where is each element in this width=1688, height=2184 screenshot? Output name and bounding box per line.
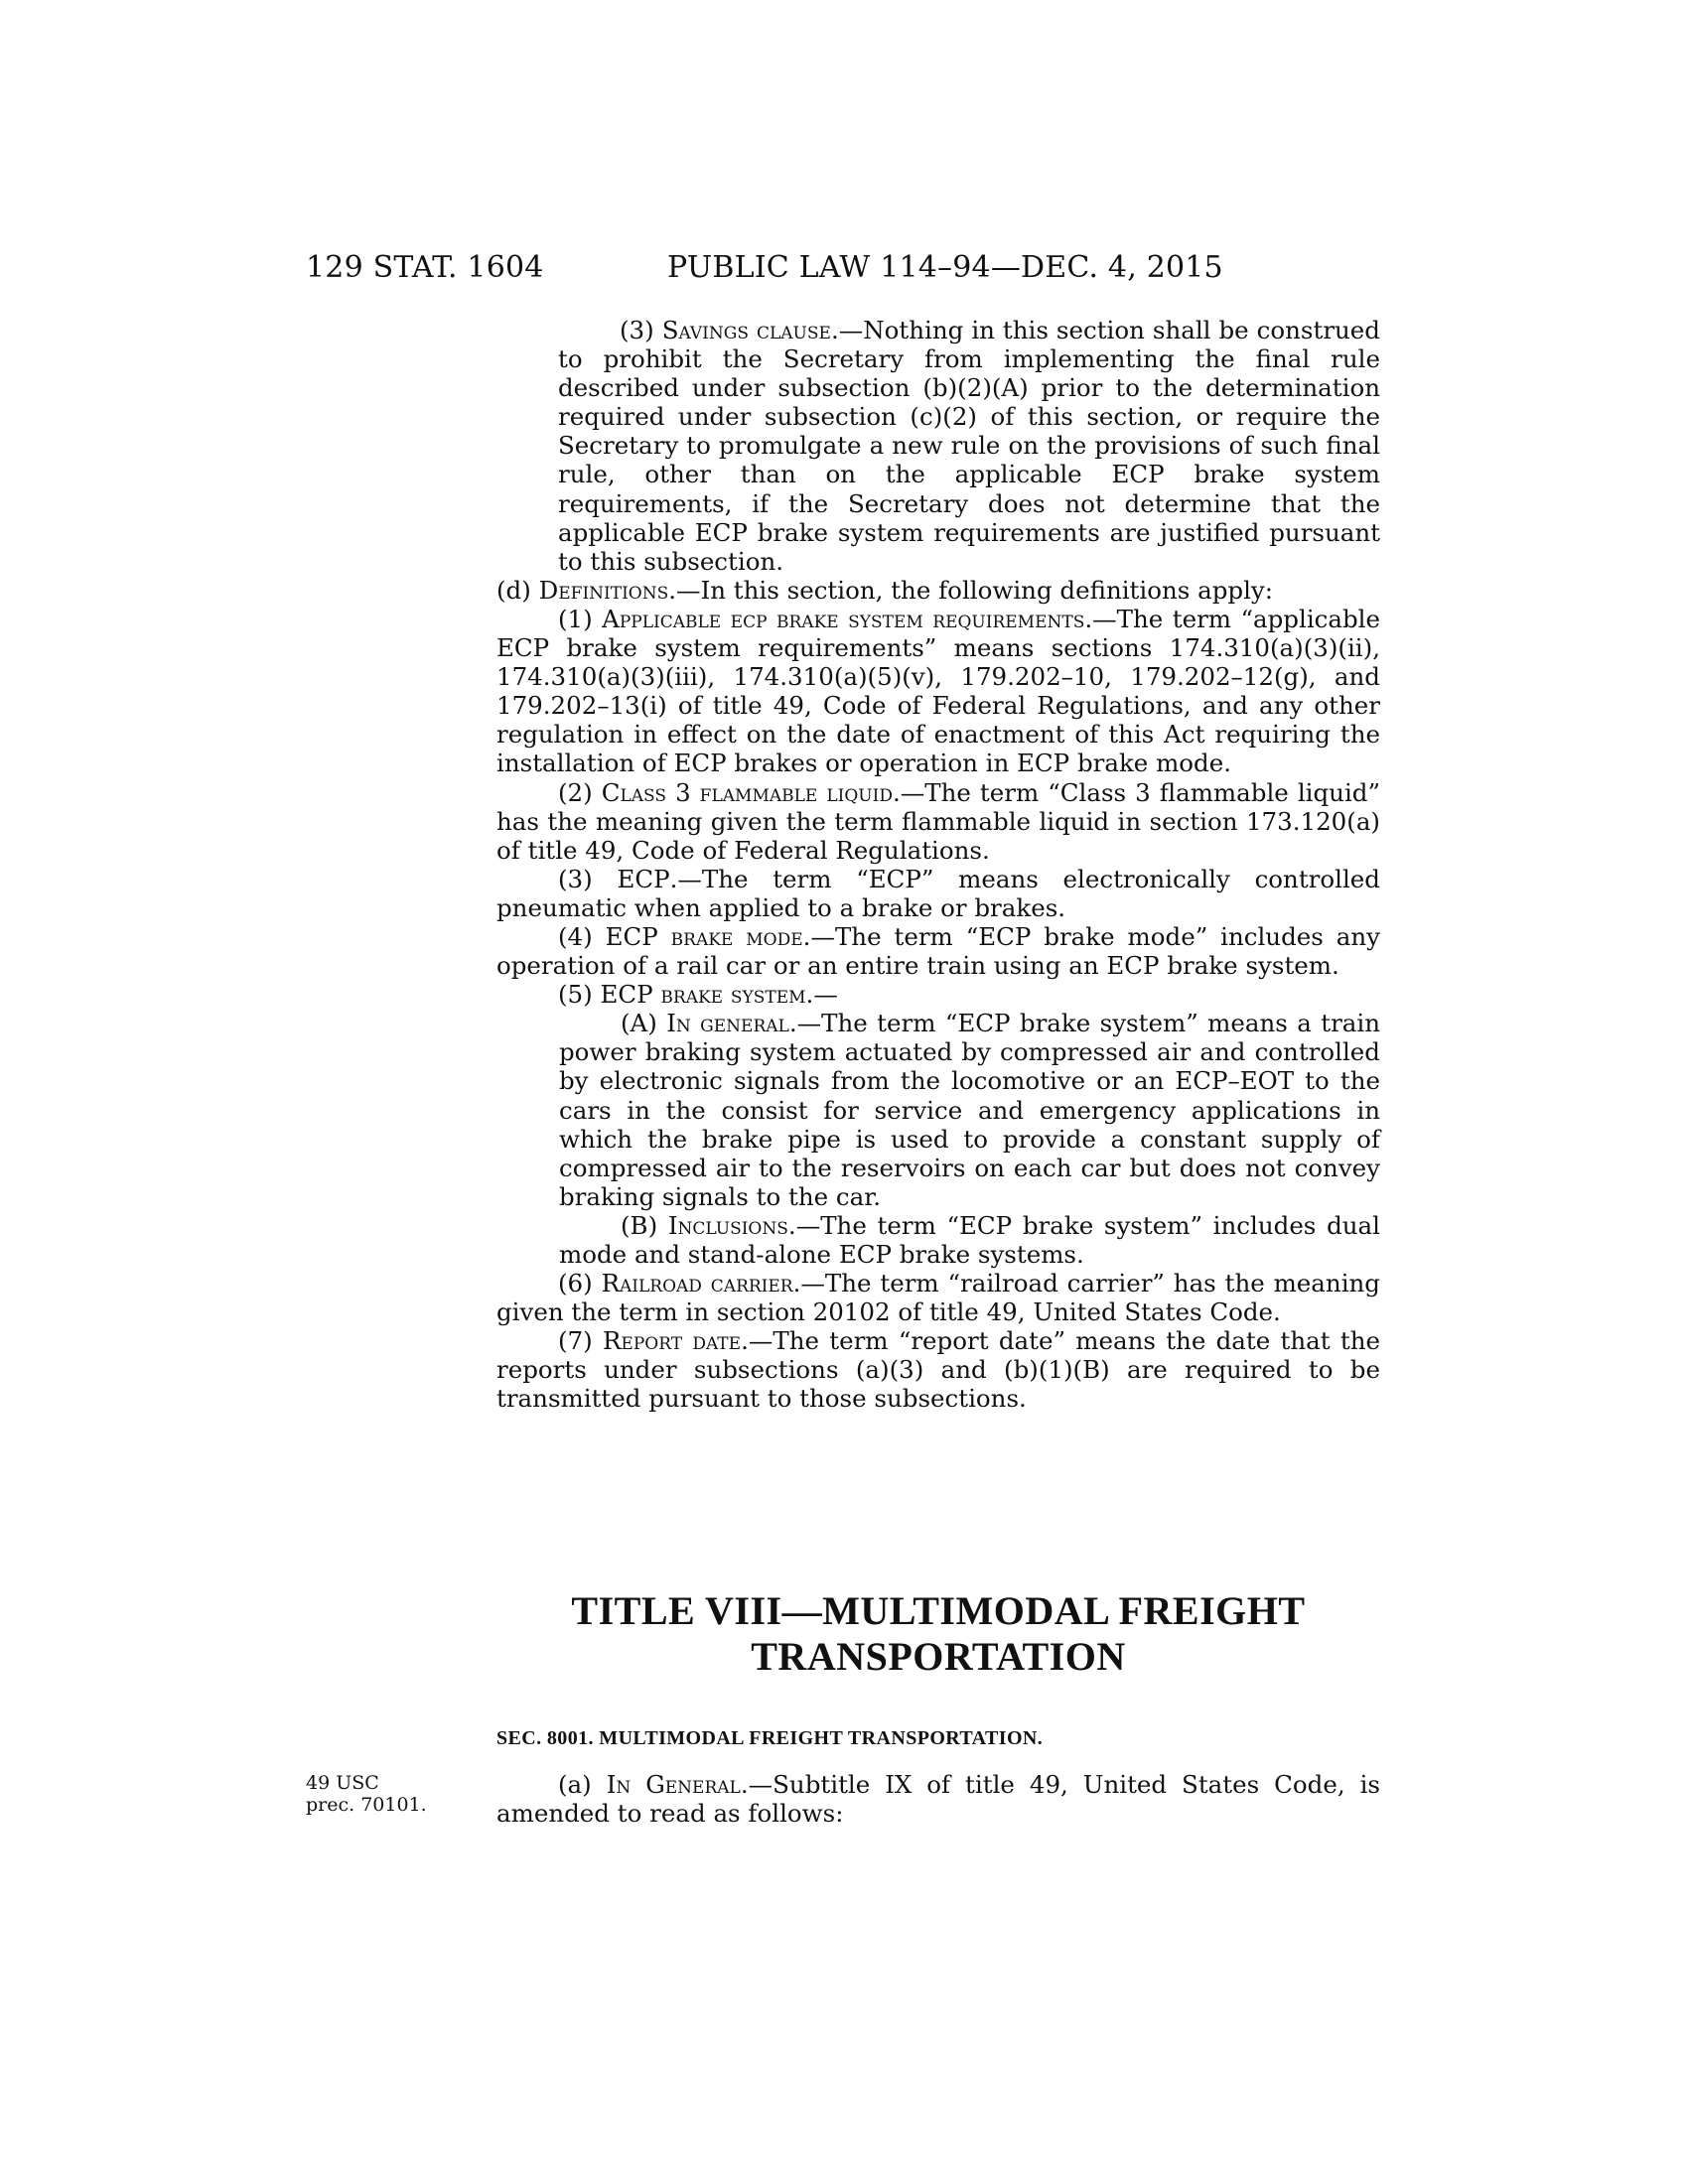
definition-number: (2) — [558, 777, 602, 807]
title-heading — [496, 1588, 1380, 1680]
definition-number: (1) — [558, 604, 603, 633]
definition-5-subparagraphs — [559, 1009, 1380, 1269]
heading-dash: .— — [741, 1326, 774, 1356]
subparagraph-b — [559, 1211, 1380, 1269]
title-line-1: TITLE VIII—MULTIMODAL FREIGHT — [571, 1588, 1306, 1633]
margin-citation-line-2: prec. 70101. — [306, 1794, 427, 1816]
heading-dash: .— — [805, 980, 838, 1010]
subsection-number: (a) — [558, 1770, 607, 1799]
title-line-2: TRANSPORTATION — [751, 1634, 1126, 1679]
definition-heading: Railroad carrier — [601, 1269, 793, 1298]
subsection-heading: Definitions — [538, 575, 669, 605]
definition-text: The term “Class 3 flammable liquid” has the meaning given the term flammable liquid in section 173.120(a) of title 49, Code of Federal Regulations. — [496, 777, 1380, 865]
definition-text: The term “ECP” means electronically controlled pneumatic when applied to a brake or brakes. — [496, 864, 1380, 922]
subsection-heading: In General — [606, 1770, 741, 1799]
definition-heading: ECP — [617, 864, 670, 893]
paragraph-heading: Savings clause — [661, 316, 831, 344]
definition-text: The term “ECP brake mode” includes any operation of a rail car or an entire train using an ECP brake system. — [496, 921, 1380, 981]
heading-dash: .— — [792, 1269, 825, 1298]
definition-number: (3) — [558, 864, 618, 893]
heading-dash: .— — [802, 921, 835, 951]
definition-text: The term “railroad carrier” has the meaning given the term in section 20102 of title 49, United States Code. — [496, 1269, 1380, 1327]
heading-dash: .— — [788, 1009, 822, 1038]
savings-clause-paragraph — [496, 316, 1380, 576]
statute-page-number: 129 STAT. 1604 — [306, 250, 544, 285]
heading-dash: .— — [740, 1770, 774, 1799]
section-heading: SEC. 8001. MULTIMODAL FREIGHT TRANSPORTATION. — [496, 1727, 1044, 1749]
definition-6 — [496, 1269, 1380, 1326]
definition-heading: ECP brake system — [600, 980, 806, 1010]
subparagraph-heading: Inclusions — [667, 1210, 788, 1240]
subparagraph-a — [559, 1009, 1380, 1211]
subparagraph-text: The term “ECP brake system” includes dual mode and stand-alone ECP brake systems. — [559, 1210, 1380, 1269]
margin-citation-line-1: 49 USC — [306, 1772, 379, 1794]
definition-heading: ECP brake mode — [605, 921, 803, 951]
paragraph-number: (3) — [620, 316, 662, 344]
subsection-text: Subtitle IX of title 49, United States Code, is amended to read as follows: — [496, 1770, 1380, 1829]
heading-dash: .— — [787, 1210, 821, 1240]
body-text — [496, 316, 1380, 1414]
definition-number: (5) — [558, 980, 601, 1010]
subparagraph-number: (A) — [621, 1009, 667, 1038]
heading-dash: .— — [668, 575, 701, 605]
subparagraph-heading: In general — [666, 1009, 789, 1038]
subsection-a — [496, 1770, 1380, 1828]
definition-number: (4) — [558, 921, 606, 951]
paragraph-text: Nothing in this section shall be construed to prohibit the Secretary from implementing the final rule described under subsection (b)(2)(A) prior to the determination required under subsection (c)(2) of this section, or require the Secretary to promulgate a new rule on the provisions of such final rule, other than on the applicable ECP brake system requirements, if the Secretary does not determine that the applicable ECP brake system requirements are justified pursuant to this subsection. — [558, 316, 1380, 576]
heading-dash: .— — [669, 864, 702, 893]
definition-text: The term “applicable ECP brake system requirements” means sections 174.310(a)(3)(ii), 174.310(a)(3)(iii), 174.310(a)(5)(v), 179.202–10, 179.202–12(g), and 179.202–13(i) of title 49, Code of Federal Regulations, and any other regulation in effect on the date of enactment of this Act requiring the installation of ECP brakes or operation in ECP brake mode. — [496, 604, 1381, 778]
heading-dash: .— — [830, 316, 864, 344]
subparagraph-number: (B) — [621, 1210, 668, 1240]
definition-1 — [496, 605, 1380, 778]
definition-5 — [496, 980, 1380, 1009]
definition-heading: Applicable ecp brake system requirements — [602, 604, 1085, 633]
definition-7 — [496, 1326, 1380, 1413]
definition-heading: Report date — [602, 1326, 742, 1356]
definitions-subsection — [435, 576, 1380, 605]
definition-text: The term “report date” means the date that the reports under subsections (a)(3) and (b)(1)(B) are required to be transmitted pursuant to those subsections. — [496, 1326, 1380, 1414]
heading-dash: .— — [1084, 604, 1117, 633]
running-header: PUBLIC LAW 114–94—DEC. 4, 2015 — [667, 250, 1223, 285]
definition-3 — [496, 865, 1380, 922]
definition-number: (6) — [558, 1269, 602, 1298]
margin-citation — [306, 1772, 427, 1816]
heading-dash: .— — [892, 777, 925, 807]
definition-4 — [496, 922, 1380, 980]
section-8001-text — [496, 1770, 1380, 1828]
subsection-text: In this section, the following definitions apply: — [700, 575, 1274, 605]
definition-2 — [496, 778, 1380, 865]
subparagraph-text: The term “ECP brake system” means a train power braking system actuated by compressed air and controlled by electronic signals from the locomotive or an ECP–EOT to the cars in the consist for service and emergency applications in which the brake pipe is used to provide a constant supply of compressed air to the reservoirs on each car but does not convey braking signals to the car. — [559, 1009, 1381, 1211]
subsection-number: (d) — [496, 575, 539, 605]
definition-heading: Class 3 flammable liquid — [601, 777, 893, 807]
definition-number: (7) — [558, 1326, 603, 1356]
